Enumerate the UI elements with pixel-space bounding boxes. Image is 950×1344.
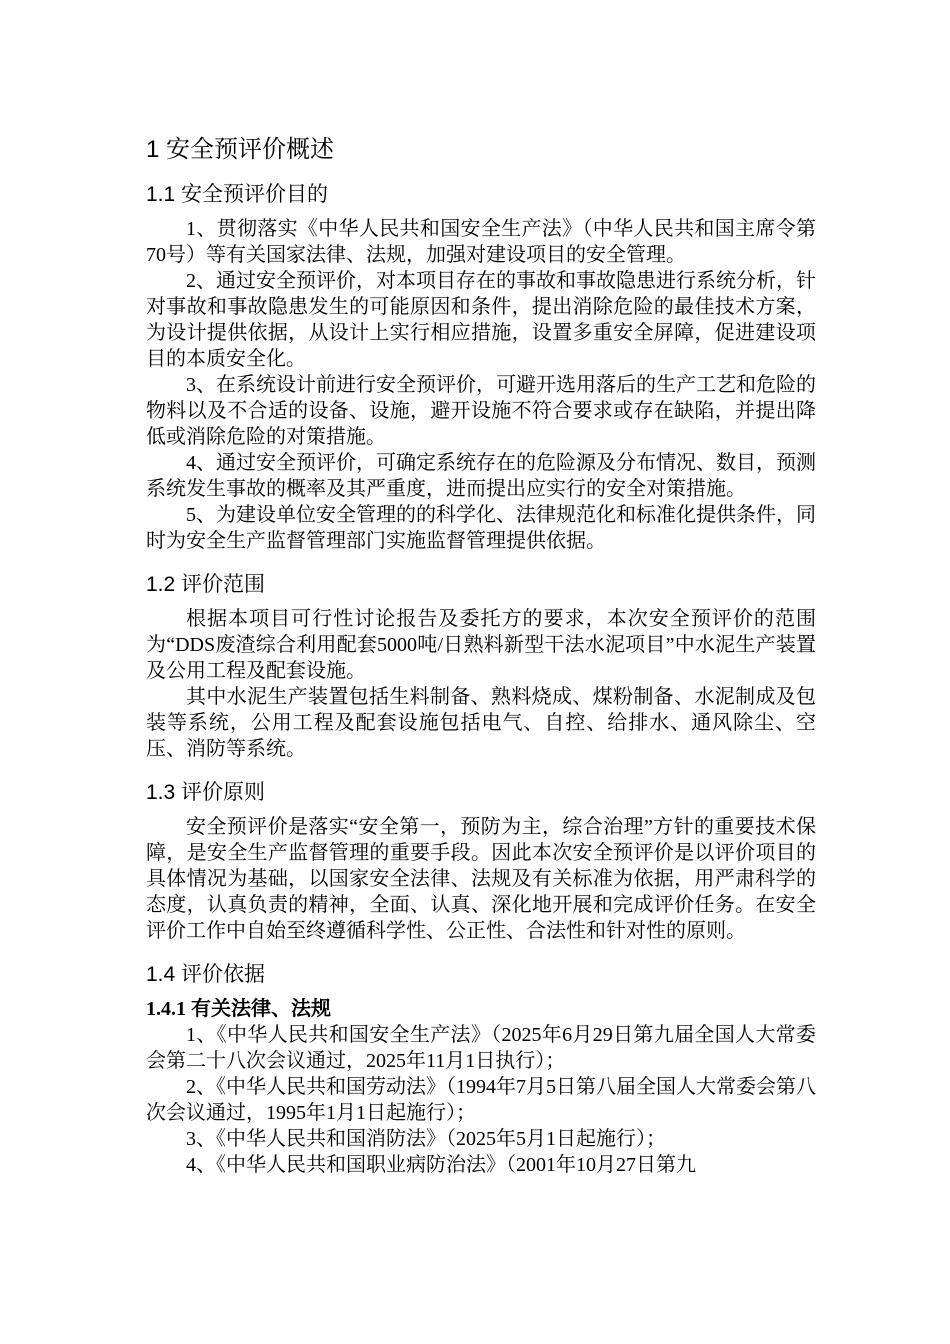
paragraph: 2、《中华人民共和国劳动法》（1994年7月5日第八届全国人大常委会第八次会议通过，1995年1月1日起施行）； — [146, 1076, 816, 1124]
paragraph: 3、在系统设计前进行安全预评价，可避开选用落后的生产工艺和危险的物料以及不合适的设备、设施，避开设施不符合要求或存在缺陷，并提出降低或消除危险的对策措施。 — [146, 374, 816, 448]
paragraph: 3、《中华人民共和国消防法》（2025年5月1日起施行）； — [186, 1128, 666, 1150]
paragraph: 5、为建设单位安全管理的的科学化、法律规范化和标准化提供条件，同时为安全生产监督管理部门实施监督管理提供依据。 — [146, 504, 816, 552]
section-heading-1-2: 1.2 评价范围 — [146, 573, 266, 596]
document-body — [146, 134, 816, 1178]
paragraph: 1、《中华人民共和国安全生产法》（2025年6月29日第九届全国人大常委会第二十八次会议通过，2025年11月1日执行）； — [146, 1024, 816, 1072]
paragraph: 安全预评价是落实“安全第一，预防为主，综合治理”方针的重要技术保障，是安全生产监督管理的重要手段。因此本次安全预评价是以评价项目的具体情况为基础，以国家安全法律、法规及有关标准为依据，用严肃科学的态度，认真负责的精神，全面、认真、深化地开展和完成评价任务。在安全评价工作中自始至终遵循科学性、公正性、合法性和针对性的原则。 — [146, 816, 816, 942]
paragraph: 其中水泥生产装置包括生料制备、熟料烧成、煤粉制备、水泥制成及包装等系统，公用工程及配套设施包括电气、自控、给排水、通风除尘、空压、消防等系统。 — [146, 686, 816, 760]
paragraph: 根据本项目可行性讨论报告及委托方的要求，本次安全预评价的范围为“DDS废渣综合利用配套5000吨/日熟料新型干法水泥项目”中水泥生产装置及公用工程及配套设施。 — [146, 608, 816, 682]
paragraph: 1、贯彻落实《中华人民共和国安全生产法》（中华人民共和国主席令第70号）等有关国家法律、法规，加强对建设项目的安全管理。 — [146, 218, 816, 266]
paragraph: 4、通过安全预评价，可确定系统存在的危险源及分布情况、数目，预测系统发生事故的概率及其严重度，进而提出应实行的安全对策措施。 — [146, 452, 816, 500]
section-heading-1-4: 1.4 评价依据 — [146, 963, 266, 986]
subsection-heading-1-4-1: 1.4.1 有关法律、法规 — [146, 998, 331, 1020]
chapter-title: 1 安全预评价概述 — [146, 136, 335, 163]
section-heading-1-3: 1.3 评价原则 — [146, 781, 266, 804]
paragraph: 2、通过安全预评价，对本项目存在的事故和事故隐患进行系统分析，针对事故和事故隐患发生的可能原因和条件，提出消除危险的最佳技术方案，为设计提供依据，从设计上实行相应措施，设置多重安全屏障，促进建设项目的本质安全化。 — [146, 270, 816, 370]
paragraph: 4、《中华人民共和国职业病防治法》（2001年10月27日第九 — [186, 1154, 696, 1176]
section-heading-1-1: 1.1 安全预评价目的 — [146, 183, 329, 206]
